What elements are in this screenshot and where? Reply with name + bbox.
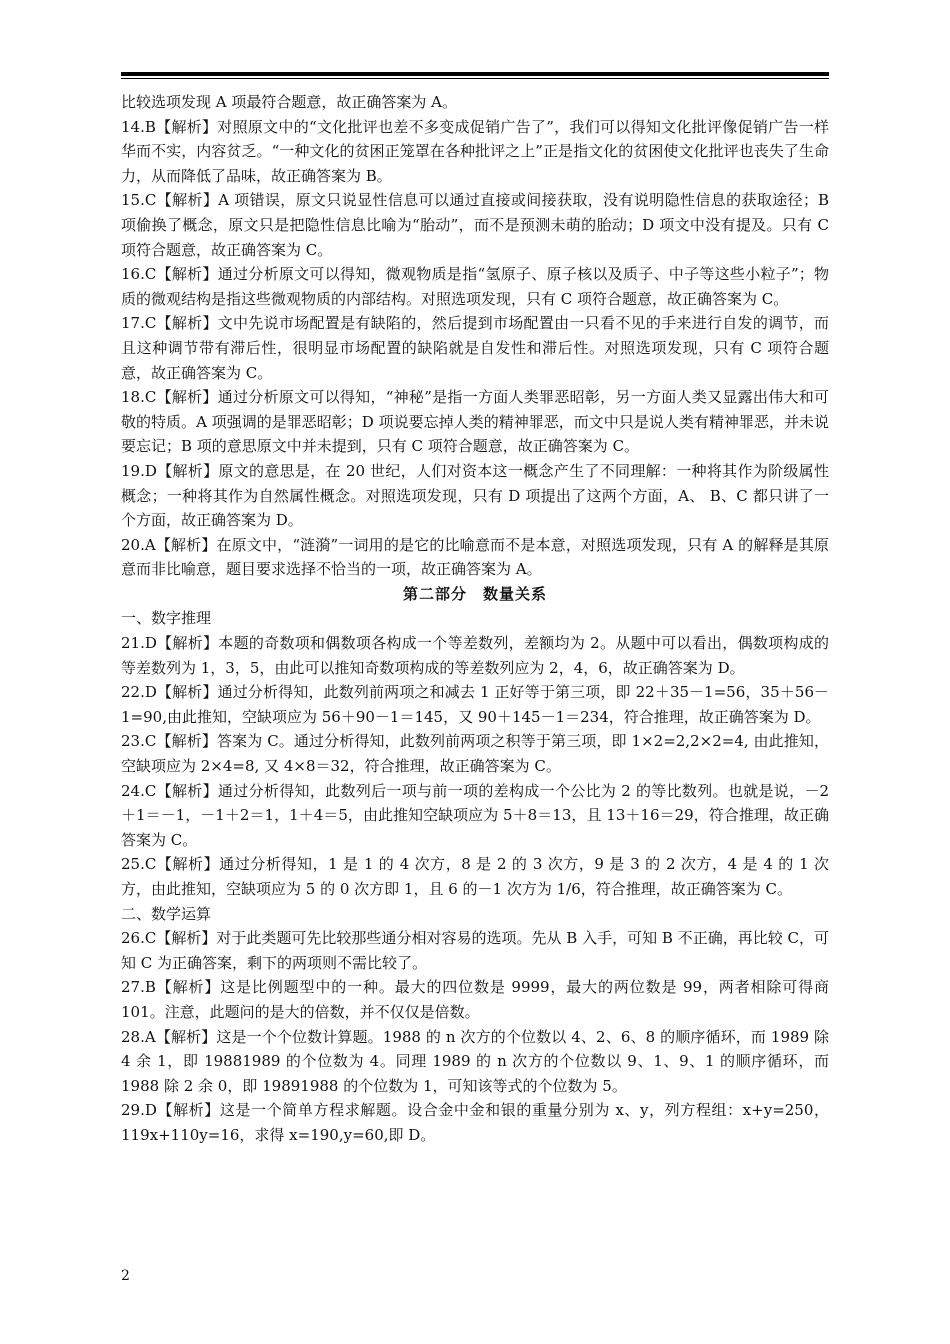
answer-14: 14.B【解析】对照原文中的“文化批评也差不多变成促销广告了”，我们可以得知文化批评像促销广告一样华而不实，内容贫乏。“一种文化的贫困正笼罩在各种批评之上”正是指文化的贫困使文化批评也丧失了生命力，从而降低了品味，故正确答案为 B。: [121, 117, 829, 185]
answer-28: 28.A【解析】这是一个个位数计算题。1988 的 n 次方的个位数以 4、2、6、8 的顺序循环，而 1989 除 4 余 1，即 19881989 的个位数为 4。同理 1989 的 n 次方的个位数以 9、1、9、1 的顺序循环，而 1988 除 2 余 0，即 19891988 的个位数为 1，可知该等式的个位数为 5。: [121, 1027, 829, 1095]
section-title: 第二部分 数量关系: [402, 584, 547, 603]
answer-26: 26.C【解析】对于此类题可先比较那些通分相对容易的选项。先从 B 入手，可知 B 不正确，再比较 C，可知 C 为正确答案，剩下的两项则不需比较了。: [121, 929, 829, 972]
answer-23: 23.C【解析】答案为 C。通过分析得知，此数列前两项之积等于第三项，即 1×2=2,2×2=4, 由此推知，空缺项应为 2×4=8, 又 4×8＝32，符合推理，故正确答案为 C。: [121, 732, 829, 776]
answer-17: 17.C【解析】文中先说市场配置是有缺陷的，然后提到市场配置由一只看不见的手来进行自发的调节，而且这种调节带有滞后性，很明显市场配置的缺陷就是自发性和滞后性。对照选项发现，只有 C 项符合题意，故正确答案为 C。: [121, 314, 829, 382]
answer-15: 15.C【解析】A 项错误，原文只说显性信息可以通过直接或间接获取，没有说明隐性信息的获取途径；B 项偷换了概念，原文只是把隐性信息比喻为“胎动”，而不是预测未萌的胎动；D 项文中没有提及。只有 C 项符合题意，故正确答案为 C。: [121, 191, 829, 259]
answer-24: 24.C【解析】通过分析得知，此数列后一项与前一项的差构成一个公比为 2 的等比数列。也就是说，－2＋1＝－1，－1＋2＝1，1＋4＝5，由此推知空缺项应为 5＋8＝13，且 13＋16＝29，符合推理，故正确答案为 C。: [121, 781, 829, 849]
paragraph: 比较选项发现 A 项最符合题意，故正确答案为 A。: [121, 93, 457, 111]
answer-18: 18.C【解析】通过分析原文可以得知，“神秘”是指一方面人类罪恶昭彰，另一方面人类又显露出伟大和可敬的特质。A 项强调的是罪恶昭彰；D 项说要忘掉人类的精神罪恶，而文中只是说人类有精神罪恶，并未说要忘记；B 项的意思原文中并未提到，只有 C 项符合题意，故正确答案为 C。: [121, 388, 829, 456]
answer-29: 29.D【解析】这是一个简单方程求解题。设合金中金和银的重量分别为 x、y，列方程组：x+y=250，119x+110y=16，求得 x=190,y=60,即 D。: [121, 1101, 829, 1144]
subsection-heading: 二、数学运算: [121, 904, 212, 923]
page-number: 2: [121, 1268, 130, 1284]
answer-21: 21.D【解析】本题的奇数项和偶数项各构成一个等差数列，差额均为 2。从题中可以看出，偶数项构成的等差数列为 1，3，5，由此可以推知奇数项构成的等差数列应为 2，4，6，故正确答案为 D。: [121, 634, 829, 677]
header-rule-thin: [121, 78, 829, 79]
answer-16: 16.C【解析】通过分析原文可以得知，微观物质是指“氢原子、原子核以及质子、中子等这些小粒子”；物质的微观结构是指这些微观物质的内部结构。对照选项发现，只有 C 项符合题意，故正确答案为 C。: [121, 265, 829, 308]
answer-20: 20.A【解析】在原文中，“涟漪”一词用的是它的比喻意而不是本意，对照选项发现，只有 A 的解释是其原意而非比喻意，题目要求选择不恰当的一项，故正确答案为 A。: [121, 535, 829, 579]
header-rule-thick: [121, 72, 829, 76]
answer-27: 27.B【解析】这是比例题型中的一种。最大的四位数是 9999，最大的两位数是 99，两者相除可得商 101。注意，此题问的是大的倍数，并不仅仅是倍数。: [121, 978, 829, 1021]
answer-19: 19.D【解析】原文的意思是，在 20 世纪，人们对资本这一概念产生了不同理解：一种将其作为阶级属性概念；一种将其作为自然属性概念。对照选项发现，只有 D 项提出了这两个方面，A、 B、C 都只讲了一个方面，故正确答案为 D。: [121, 461, 829, 530]
answer-explanations: [121, 90, 829, 1148]
subsection-heading: 一、数字推理: [121, 609, 212, 628]
answer-25: 25.C【解析】通过分析得知，1 是 1 的 4 次方，8 是 2 的 3 次方，9 是 3 的 2 次方，4 是 4 的 1 次方，由此推知，空缺项应为 5 的 0 次方即 1，且 6 的－1 次方为 1/6，符合推理，故正确答案为 C。: [121, 855, 829, 898]
answer-22: 22.D【解析】通过分析得知，此数列前两项之和减去 1 正好等于第三项，即 22＋35－1=56，35＋56－1=90,由此推知，空缺项应为 56＋90－1＝145，又 90＋145－1＝234，符合推理，故正确答案为 D。: [121, 683, 829, 726]
